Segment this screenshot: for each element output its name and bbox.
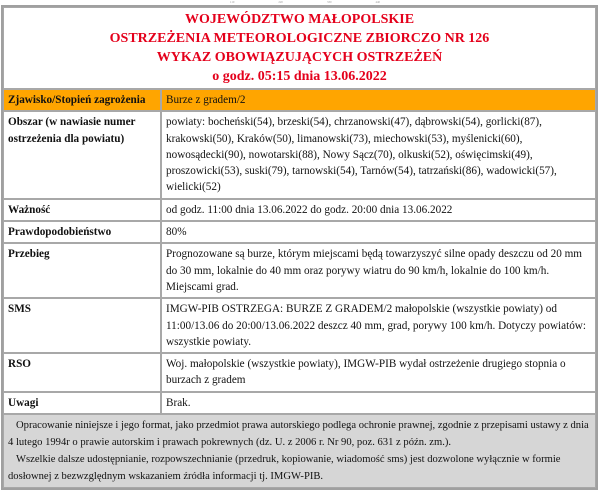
document-header bbox=[3, 7, 596, 89]
table-row-remarks bbox=[3, 392, 596, 414]
row-label: Przebieg bbox=[3, 243, 161, 298]
row-value: od godz. 11:00 dnia 13.06.2022 do godz. 20:00 dnia 13.06.2022 bbox=[161, 199, 596, 221]
row-value: Brak. bbox=[161, 392, 596, 414]
row-label: Zjawisko/Stopień zagrożenia bbox=[3, 89, 161, 111]
ruler-tick: 110 bbox=[230, 0, 235, 4]
issue-time: o godz. 05:15 dnia 13.06.2022 bbox=[212, 69, 387, 84]
table-row-sms bbox=[3, 298, 596, 353]
copyright-paragraph: Opracowanie niniejsze i jego format, jako przedmiot prawa autorskiego podlega ochronie prawnej, zgodnie z przepisami ustawy z dnia 4 lutego 1994r o prawie autorskim i prawach pokrewnych (dz. U. z 2006 r. Nr 90, poz. 631 z późn. zm.). bbox=[8, 420, 589, 449]
ruler-tick: 220 bbox=[278, 0, 283, 4]
bulletin-title: OSTRZEŻENIA METEOROLOGICZNE ZBIORCZO NR 126 bbox=[109, 31, 490, 46]
table-row-probability bbox=[3, 221, 596, 243]
ruler-tick: 440 bbox=[375, 0, 380, 4]
row-value: 80% bbox=[161, 221, 596, 243]
row-value: powiaty: bocheński(54), brzeski(54), chrzanowski(47), dąbrowski(54), gorlicki(87), krakowski(50), Kraków(50), limanowski(73), miechowski(53), myślenicki(60), nowosądecki(90), nowotarski(88), Nowy Sącz(70), olkuski(52), oświęcimski(49), proszowicki(53), suski(79), tarnowski(54), Tarnów(54), tatrzański(86), wadowicki(57), wielicki(52) bbox=[161, 111, 596, 198]
table-row-rso bbox=[3, 353, 596, 392]
row-value: IMGW-PIB OSTRZEGA: BURZE Z GRADEM/2 małopolskie (wszystkie powiaty) od 11:00/13.06 do 20:00/13.06.2022 deszcz 40 mm, grad, porywy 100 km/h. Dotyczy powiatów: wszystkie powiaty. bbox=[161, 298, 596, 353]
table-row-phenomenon bbox=[3, 89, 596, 111]
table-row-validity bbox=[3, 199, 596, 221]
row-value: Prognozowane są burze, którym miejscami będą towarzyszyć silne opady deszczu od 20 mm do 30 mm, lokalnie do 40 mm oraz porywy wiatru do 90 km/h, lokalnie do 100 km/h. Miejscami grad. bbox=[161, 243, 596, 298]
row-label: Obszar (w nawiasie numer ostrzeżenia dla powiatu) bbox=[3, 111, 161, 198]
redistribution-paragraph: Wszelkie dalsze udostępnianie, rozpowszechnianie (przedruk, kopiowanie, wiadomość sms) jest dozwolone wyłącznie w formie dosłownej z bezwzględnym wskazaniem źródła informacji tj. IMGW-PIB. bbox=[8, 454, 561, 483]
row-label: SMS bbox=[3, 298, 161, 353]
list-title: WYKAZ OBOWIĄZUJĄCYCH OSTRZEŻEŃ bbox=[156, 50, 443, 65]
table-row-area bbox=[3, 111, 596, 198]
warning-table bbox=[1, 5, 598, 490]
ruler-tick: 330 bbox=[326, 0, 332, 4]
header-row bbox=[3, 7, 596, 89]
table-row-course bbox=[3, 243, 596, 298]
row-label: Uwagi bbox=[3, 392, 161, 414]
region-title: WOJEWÓDZTWO MAŁOPOLSKIE bbox=[184, 12, 415, 27]
copyright-notice bbox=[3, 414, 596, 488]
row-label: RSO bbox=[3, 353, 161, 392]
footer-row bbox=[3, 414, 596, 488]
row-value: Woj. małopolskie (wszystkie powiaty), IMGW-PIB wydał ostrzeżenie drugiego stopnia o burzach z gradem bbox=[161, 353, 596, 392]
row-label: Prawdopodobieństwo bbox=[3, 221, 161, 243]
row-value: Burze z gradem/2 bbox=[161, 89, 596, 111]
row-label: Ważność bbox=[3, 199, 161, 221]
